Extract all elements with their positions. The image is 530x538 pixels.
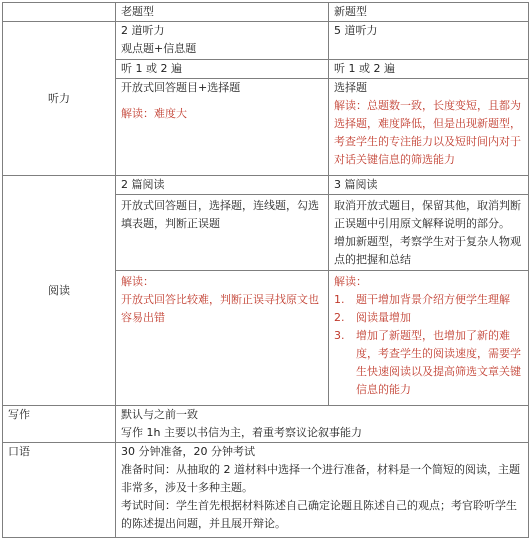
listening-old-count-cell bbox=[116, 22, 329, 60]
header-row bbox=[3, 3, 529, 22]
speaking-label: 口语 bbox=[3, 443, 116, 538]
listening-new-count: 5 道听力 bbox=[329, 22, 529, 60]
reading-old-note-title: 解读： bbox=[121, 275, 154, 288]
list-item-text: 增加了新题型，也增加了新的难度，考查学生的阅读速度，需要学生快速阅读以及提高筛选文章关键信息的能力 bbox=[356, 329, 521, 396]
reading-new-note-cell bbox=[329, 271, 529, 406]
listening-row-count bbox=[3, 22, 529, 60]
list-item-text: 阅读量增加 bbox=[356, 311, 411, 324]
listening-old-types: 观点题+信息题 bbox=[121, 42, 197, 55]
reading-old-count: 2 篇阅读 bbox=[116, 176, 329, 195]
reading-label: 阅读 bbox=[3, 176, 116, 406]
reading-new-note-title: 解读： bbox=[334, 275, 367, 288]
writing-content-cell bbox=[116, 406, 529, 443]
listening-new-format: 选择题 bbox=[334, 81, 367, 94]
list-item bbox=[334, 327, 523, 399]
reading-old-note: 开放式回答比较难，判断正误寻找原文也容易出错 bbox=[121, 293, 319, 324]
reading-new-count: 3 篇阅读 bbox=[329, 176, 529, 195]
listening-old-format: 开放式回答题目+选择题 bbox=[121, 81, 241, 94]
reading-new-change-2: 增加新题型，考察学生对于复杂人物观点的把握和总结 bbox=[334, 235, 521, 266]
header-empty-cell bbox=[3, 3, 116, 22]
reading-new-note-list bbox=[334, 291, 523, 399]
speaking-content-cell bbox=[116, 443, 529, 538]
listening-old-count: 2 道听力 bbox=[121, 24, 165, 37]
writing-line-1: 默认与之前一致 bbox=[121, 408, 198, 421]
reading-old-types: 开放式回答题目，选择题，连线题，勾选填表题，判断正误题 bbox=[116, 195, 329, 271]
listening-new-note: 解读：总题数一致，长度变短，且都为选择题，难度降低，但是出现新题型，考查学生的专注能力以及短时间内对于对话关键信息的筛选能力 bbox=[334, 99, 521, 166]
listening-old-times: 听 1 或 2 遍 bbox=[116, 60, 329, 79]
speaking-row bbox=[3, 443, 529, 538]
listening-new-times: 听 1 或 2 遍 bbox=[329, 60, 529, 79]
header-new-type: 新题型 bbox=[329, 3, 529, 22]
writing-row bbox=[3, 406, 529, 443]
list-item-number: 2. bbox=[334, 311, 345, 324]
list-item bbox=[334, 309, 523, 327]
writing-line-2: 写作 1h 主要以书信为主，着重考察议论叙事能力 bbox=[121, 426, 362, 439]
reading-row-count bbox=[3, 176, 529, 195]
header-old-type: 老题型 bbox=[116, 3, 329, 22]
speaking-line-1: 30 分钟准备，20 分钟考试 bbox=[121, 445, 255, 458]
list-item-number: 3. bbox=[334, 329, 345, 342]
listening-new-format-cell bbox=[329, 79, 529, 176]
speaking-line-2: 准备时间：从抽取的 2 道材料中选择一个进行准备，材料是一个简短的阅读，主题非常多，涉及十多种主题。 bbox=[121, 463, 520, 494]
listening-old-format-cell bbox=[116, 79, 329, 176]
list-item-number: 1. bbox=[334, 293, 345, 306]
speaking-line-3: 考试时间：学生首先根据材料陈述自己确定论题且陈述自己的观点；考官聆听学生的陈述提出问题，并且展开辩论。 bbox=[121, 499, 517, 530]
writing-label: 写作 bbox=[3, 406, 116, 443]
reading-new-change-1: 取消开放式题目，保留其他，取消判断正误题中引用原文解释说明的部分。 bbox=[334, 199, 521, 230]
reading-old-note-cell bbox=[116, 271, 329, 406]
list-item bbox=[334, 291, 523, 309]
reading-new-changes-cell bbox=[329, 195, 529, 271]
listening-old-note: 解读：难度大 bbox=[121, 107, 187, 120]
comparison-table bbox=[2, 2, 529, 538]
listening-label: 听力 bbox=[3, 22, 116, 176]
list-item-text: 题干增加背景介绍方便学生理解 bbox=[356, 293, 510, 306]
